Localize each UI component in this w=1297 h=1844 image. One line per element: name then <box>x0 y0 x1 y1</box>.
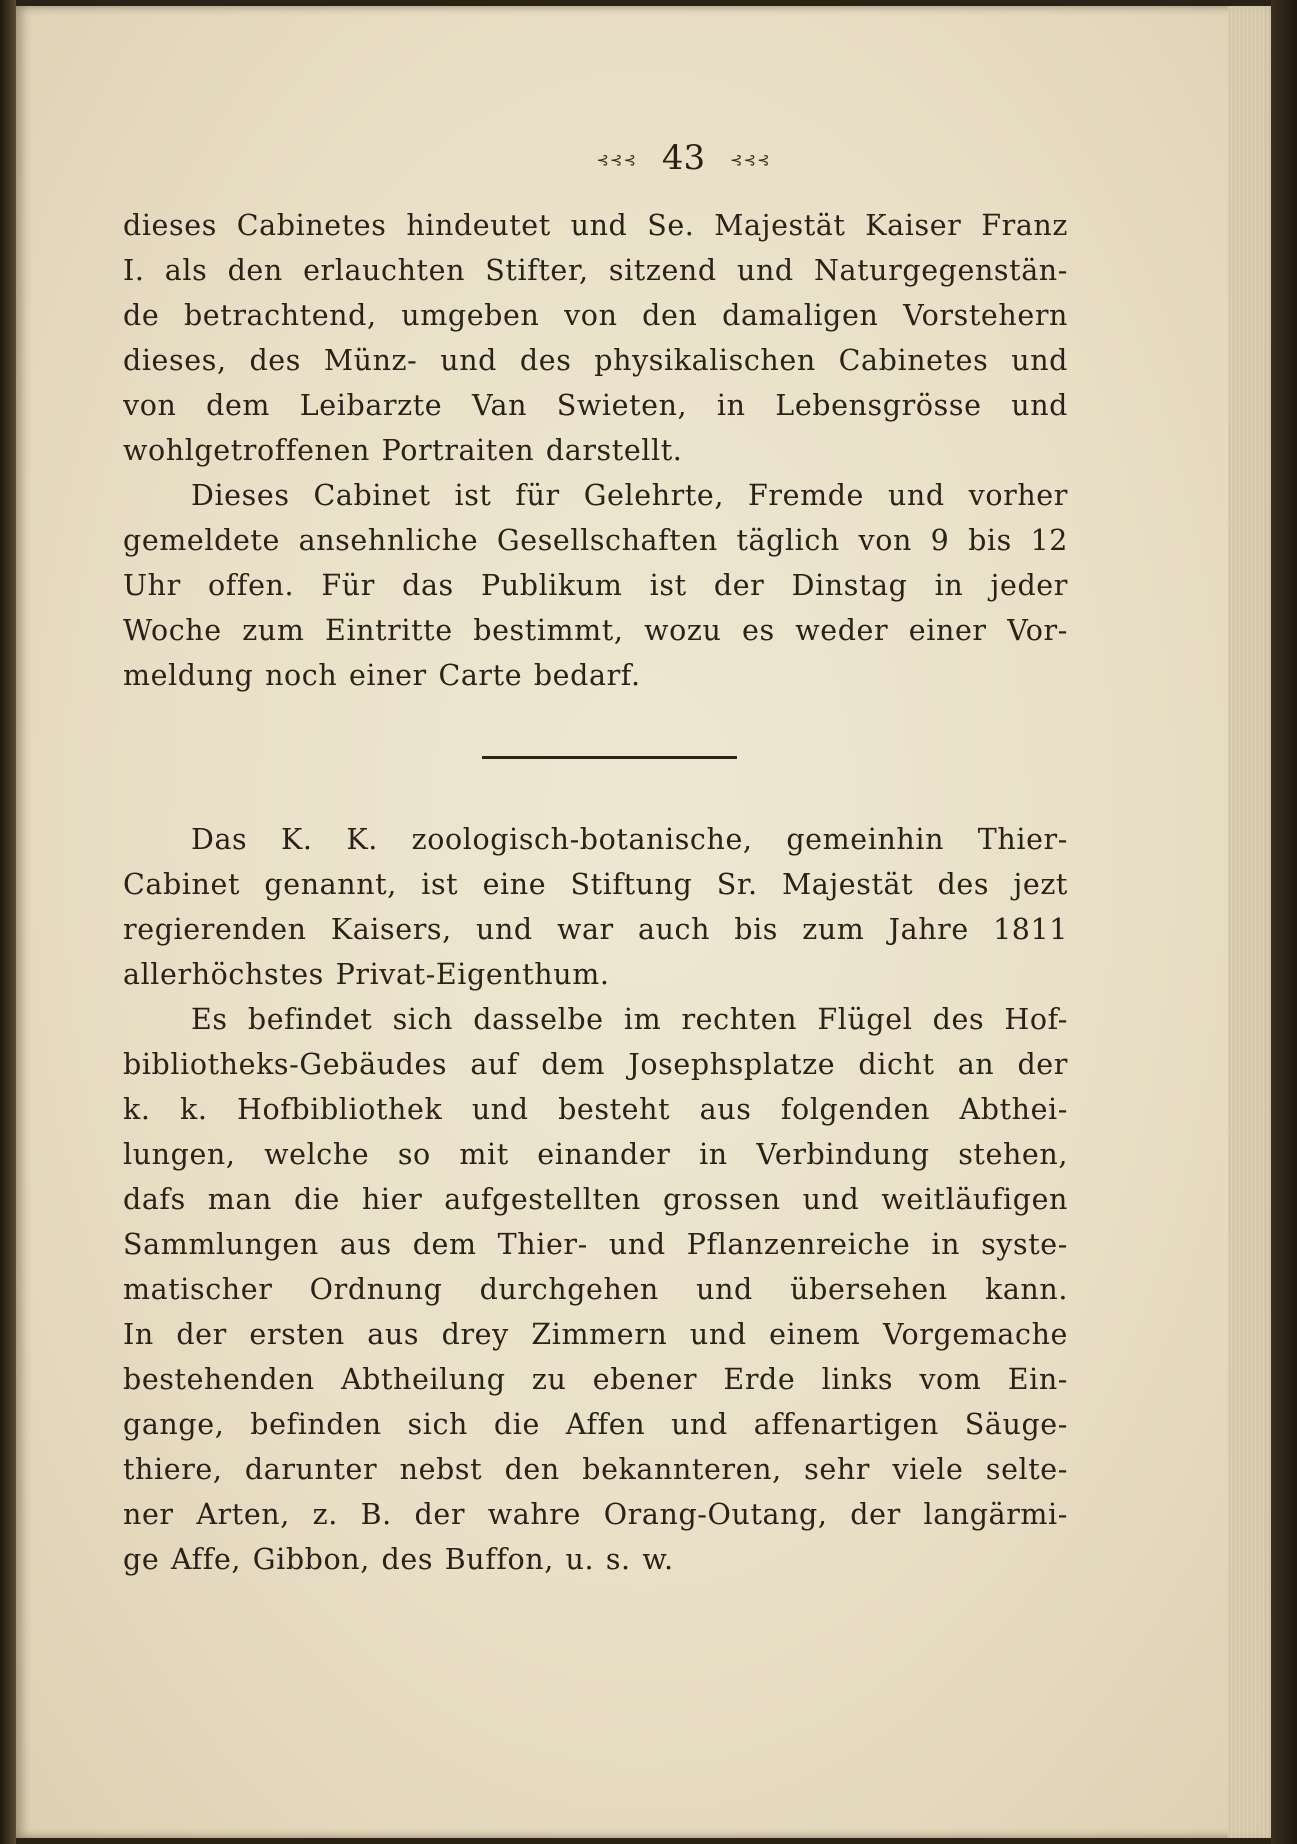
text-line: dieses, des Münz- und des physikalischen Cabinetes und <box>123 344 1068 377</box>
book-spine-shadow <box>0 0 16 1844</box>
text-line: gange, befinden sich die Affen und affenartigen Säuge- <box>123 1408 1068 1441</box>
text-line: thiere, darunter nebst den bekannteren, sehr viele selte- <box>123 1453 1068 1486</box>
text-line: allerhöchstes Privat-Eigenthum. <box>123 958 610 991</box>
text-line: bestehenden Abtheilung zu ebener Erde links vom Ein- <box>123 1363 1068 1396</box>
text-line: regierenden Kaisers, und war auch bis zum Jahre 1811 <box>123 913 1068 946</box>
book-cover-edge <box>1271 0 1297 1844</box>
text-line: dieses Cabinetes hindeutet und Se. Majestät Kaiser Franz <box>123 209 1068 242</box>
text-line: ner Arten, z. B. der wahre Orang-Outang, der langärmi- <box>123 1498 1068 1531</box>
text-line: Sammlungen aus dem Thier- und Pflanzenreiche in syste- <box>123 1228 1068 1261</box>
text-line: von dem Leibarzte Van Swieten, in Lebensgrösse und <box>123 389 1068 422</box>
text-line: dafs man die hier aufgestellten grossen und weitläufigen <box>123 1183 1068 1216</box>
text-line: bibliotheks-Gebäudes auf dem Josephsplatze dicht an der <box>123 1048 1068 1081</box>
page-number: 43 <box>661 138 706 178</box>
text-line: meldung noch einer Carte bedarf. <box>123 659 641 692</box>
text-line: wohlgetroffenen Portraiten darstellt. <box>123 434 683 467</box>
header-ornament-right: ⊰⊰⊰ <box>729 151 771 169</box>
text-line: Es befindet sich dasselbe im rechten Flügel des Hof- <box>191 1003 1068 1036</box>
page-header <box>0 138 1297 180</box>
header-ornament-left: ⊰⊰⊰ <box>596 151 638 169</box>
text-line: I. als den erlauchten Stifter, sitzend und Naturgegenstän- <box>123 254 1068 287</box>
text-line: In der ersten aus drey Zimmern und einem Vorgemache <box>123 1318 1068 1351</box>
text-line: gemeldete ansehnliche Gesellschaften täglich von 9 bis 12 <box>123 524 1068 557</box>
text-line: lungen, welche so mit einander in Verbindung stehen, <box>123 1138 1068 1171</box>
page-stack-edge <box>1228 6 1271 1838</box>
text-line: matischer Ordnung durchgehen und übersehen kann. <box>123 1273 1068 1306</box>
text-line: ge Affe, Gibbon, des Buffon, u. s. w. <box>123 1543 674 1576</box>
text-line: de betrachtend, umgeben von den damaligen Vorstehern <box>123 299 1068 332</box>
section-divider-rule <box>482 756 737 759</box>
text-line: Dieses Cabinet ist für Gelehrte, Fremde und vorher <box>191 479 1068 512</box>
text-block-zoological-cabinet <box>123 817 1068 1582</box>
text-block-cabinet-hours <box>123 203 1068 698</box>
text-line: Cabinet genannt, ist eine Stiftung Sr. Majestät des jezt <box>123 868 1068 901</box>
text-line: Woche zum Eintritte bestimmt, wozu es weder einer Vor- <box>123 614 1068 647</box>
text-line: Das K. K. zoologisch-botanische, gemeinhin Thier- <box>191 823 1068 856</box>
text-line: Uhr offen. Für das Publikum ist der Dinstag in jeder <box>123 569 1068 602</box>
text-line: k. k. Hofbibliothek und besteht aus folgenden Abthei- <box>123 1093 1068 1126</box>
